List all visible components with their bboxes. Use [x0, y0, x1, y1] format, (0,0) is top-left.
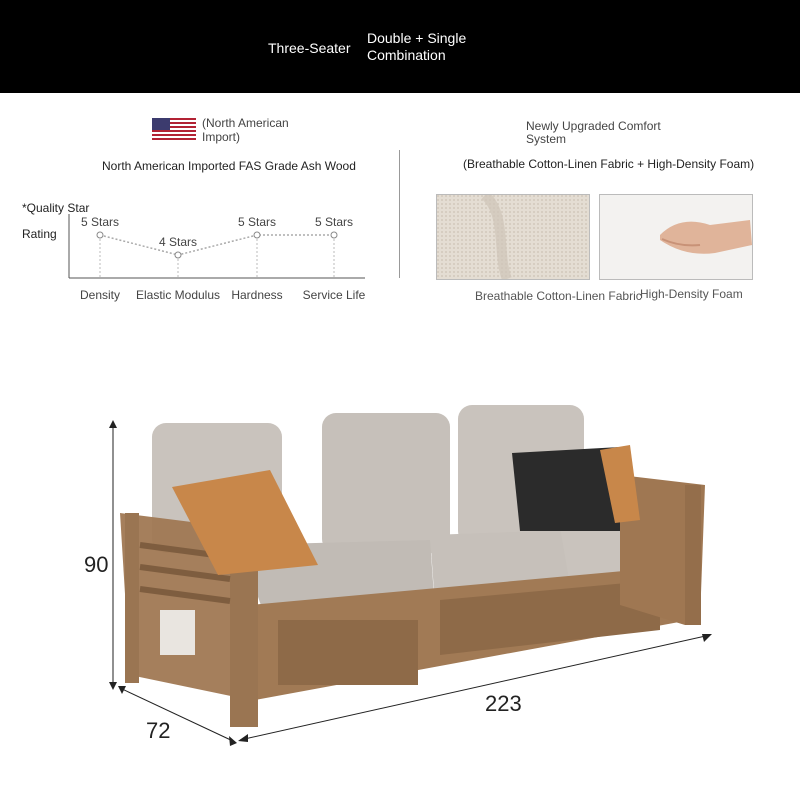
fabric-label: Breathable Cotton-Linen Fabric [475, 289, 642, 303]
rating-value-label: 5 Stars [80, 215, 120, 229]
category-label: Service Life [302, 288, 366, 302]
rating-point [97, 232, 103, 238]
us-flag-icon [152, 118, 196, 142]
height-dimension: 90 [84, 552, 109, 577]
rating-chart [60, 200, 370, 310]
rating-point [254, 232, 260, 238]
rating-value-label: 5 Stars [237, 215, 277, 229]
category-label: Hardness [231, 288, 283, 302]
rating-value-label: 5 Stars [314, 215, 354, 229]
width-dimension: 223 [485, 691, 522, 716]
category-label: Density [79, 288, 121, 302]
foam-swatch [599, 194, 753, 280]
comfort-subtitle: (Breathable Cotton-Linen Fabric + High-Density Foam) [463, 157, 755, 171]
rating-point [331, 232, 337, 238]
rating-line [100, 235, 334, 255]
category-label: Elastic Modulus [135, 288, 221, 302]
seat-label: Three-Seater [268, 40, 351, 56]
wood-title: North American Imported FAS Grade Ash Wood [102, 159, 356, 173]
comfort-title: Newly Upgraded Comfort System [526, 119, 661, 146]
dimension-lines [80, 420, 720, 750]
fabric-swatch [436, 194, 590, 280]
section-divider [399, 150, 400, 278]
origin-note: (North American Import) [202, 116, 289, 144]
rating-point [175, 252, 181, 258]
combo-label: Double + Single Combination [367, 30, 467, 63]
rating-label: *Quality Star Rating [22, 201, 90, 241]
depth-dimension: 72 [146, 718, 171, 743]
rating-value-label: 4 Stars [158, 235, 198, 249]
foam-label: High-Density Foam [640, 287, 743, 301]
